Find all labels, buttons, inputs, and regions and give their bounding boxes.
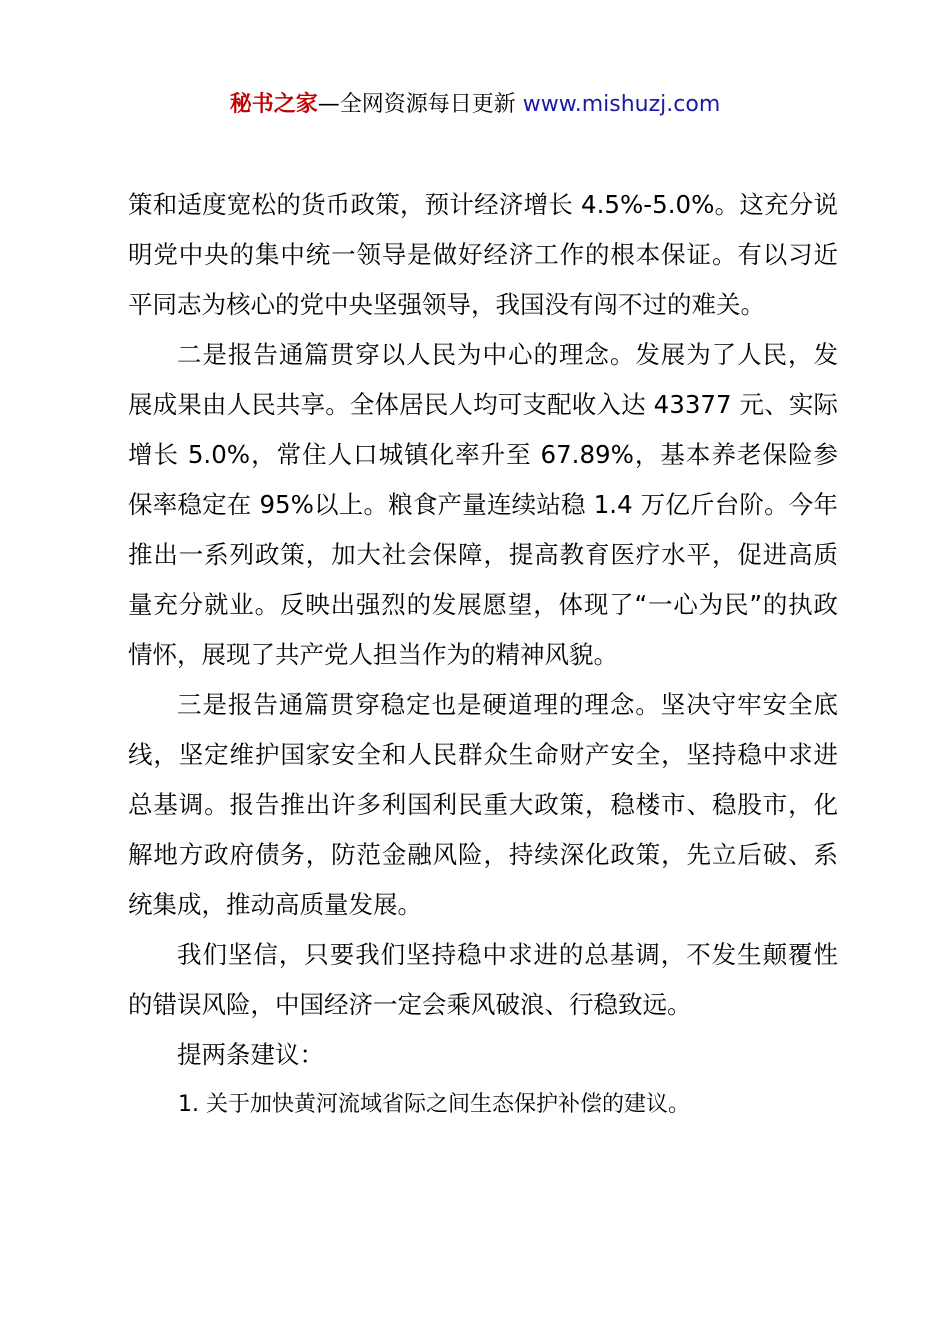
paragraph-point-two: 二是报告通篇贯穿以人民为中心的理念。发展为了人民，发展成果由人民共享。全体居民人均可支配收入达 43377 元、实际增长 5.0%，常住人口城镇化率升至 67.89%，基本养老保险参保率稳定在 95%以上。粮食产量连续站稳 1.4 万亿斤台阶。今年推出一系列政策，加大社会保障，提高教育医疗水平，促进高质量充分就业。反映出强烈的发展愿望，体现了“一心为民”的执政情怀，展现了共产党人担当作为的精神风貌。 (128, 340, 838, 669)
header-tagline: —全网资源每日更新 (317, 92, 523, 117)
paragraph-conclusion: 我们坚信，只要我们坚持稳中求进的总基调，不发生颠覆性的错误风险，中国经济一定会乘风破浪、行稳致远。 (128, 940, 838, 1019)
paragraph-point-three: 三是报告通篇贯穿稳定也是硬道理的理念。坚决守牢安全底线，坚定维护国家安全和人民群众生命财产安全，坚持稳中求进总基调。报告推出许多利国利民重大政策，稳楼市、稳股市，化解地方政府债务，防范金融风险，持续深化政策，先立后破、系统集成，推动高质量发展。 (128, 690, 838, 919)
page-header (0, 90, 950, 120)
document-body (128, 180, 838, 1130)
suggestion-item-1: 1. 关于加快黄河流域省际之间生态保护补偿的建议。 (178, 1092, 690, 1117)
paragraph-suggestions-intro: 提两条建议： (177, 1040, 324, 1069)
header-url-link[interactable]: www.mishuzj.com (522, 92, 721, 117)
header-brand: 秘书之家 (229, 92, 318, 117)
paragraph-continuation: 策和适度宽松的货币政策，预计经济增长 4.5%-5.0%。这充分说明党中央的集中统一领导是做好经济工作的根本保证。有以习近平同志为核心的党中央坚强领导，我国没有闯不过的难关。 (128, 190, 838, 319)
